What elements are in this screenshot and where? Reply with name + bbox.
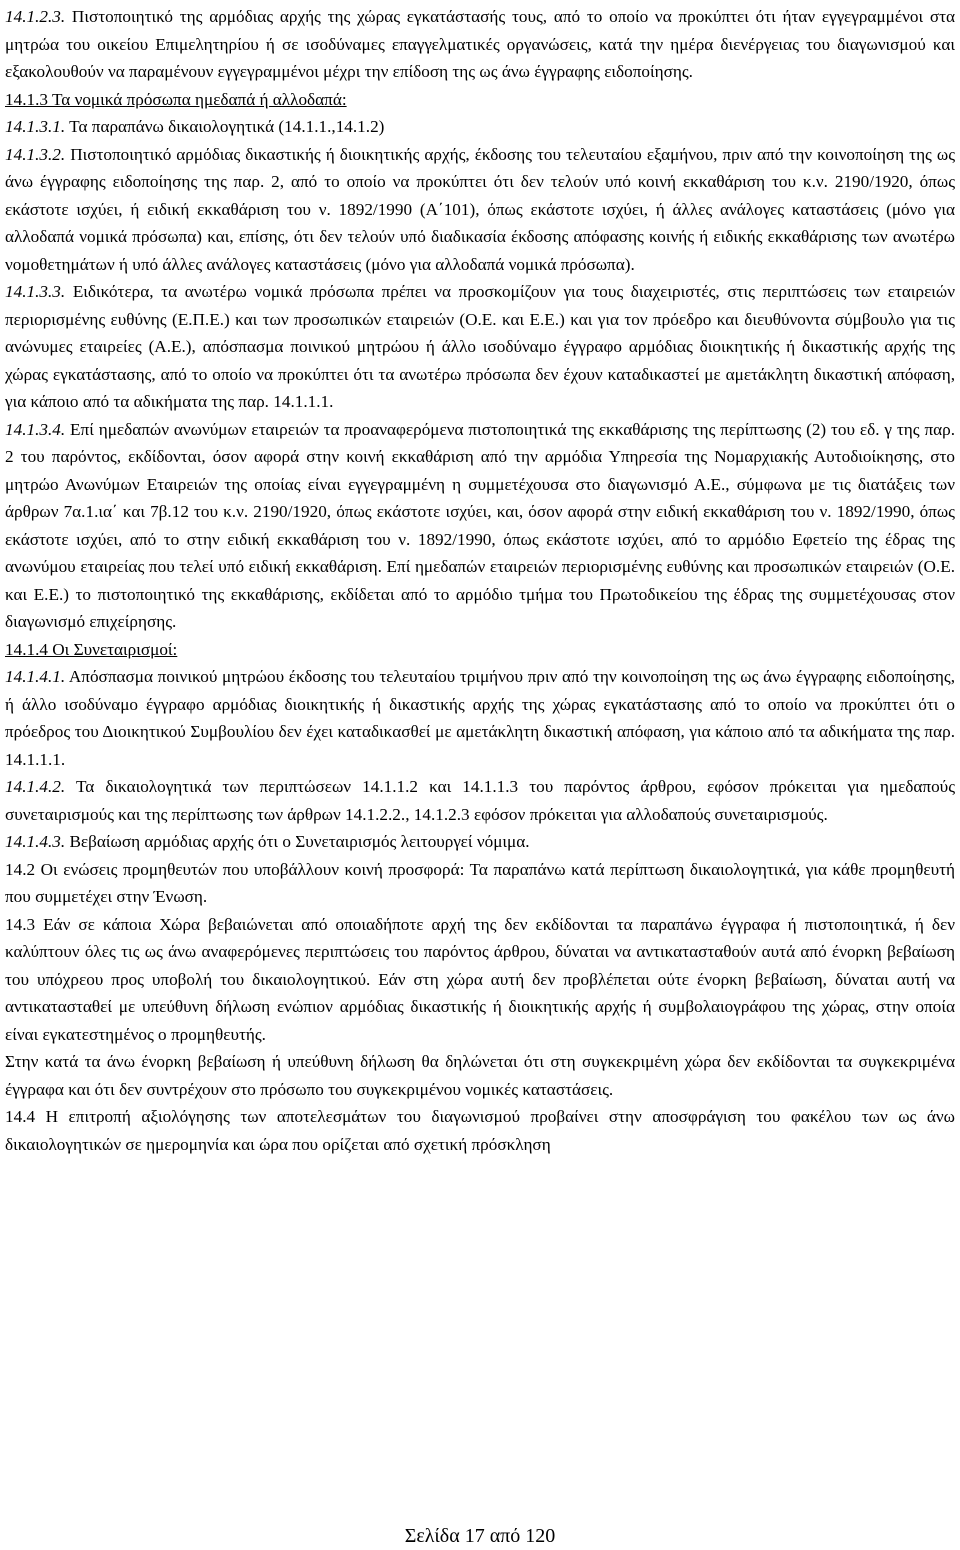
paragraph-14-1-3-2 <box>5 141 955 279</box>
clause-number: 14.1.4.2. <box>5 777 66 796</box>
paragraph-14-1-3-3 <box>5 278 955 416</box>
clause-number: 14.1.3.1. <box>5 117 66 136</box>
clause-text: Τα παραπάνω δικαιολογητικά (14.1.1.,14.1.2) <box>69 117 385 136</box>
clause-text: Βεβαίωση αρμόδιας αρχής ότι ο Συνεταιρισμός λειτουργεί νόμιμα. <box>69 832 530 851</box>
section-heading-14-1-4: 14.1.4 Οι Συνεταιρισμοί: <box>5 639 178 659</box>
paragraph-14-1-4-1 <box>5 663 955 773</box>
paragraph-14-4: 14.4 Η επιτροπή αξιολόγησης των αποτελεσμάτων του διαγωνισμού προβαίνει στην αποσφράγιση του φακέλου των ως άνω δικαιολογητικών σε ημερομηνία και ώρα που ορίζεται από σχετική πρόσκληση <box>5 1107 955 1154</box>
paragraph-14-1-3-1 <box>5 113 955 141</box>
paragraph-14-1-4-2 <box>5 773 955 828</box>
clause-text: Πιστοποιητικό αρμόδιας δικαστικής ή διοικητικής αρχής, έκδοσης του τελευταίου εξαμήνου, πριν από την κοινοποίηση της ως άνω έγγραφης ειδοποίησης της παρ. 2, από το οποίο να προκύπτει ότι δεν τελούν υπό κοινή εκκαθάριση του κ.ν. 2190/1920, όπως εκάστοτε ισχύει, ή ειδική εκκαθάριση του ν. 1892/1990 (Α΄101), όπως εκάστοτε ισχύει, ή άλλες ανάλογες καταστάσεις (μόνο για αλλοδαπά νομικά πρόσωπα) και, επίσης, ότι δεν τελούν υπό διαδικασία έκδοσης απόφασης κοινής ή ειδικής εκκαθάρισης των ανωτέρω νομοθετημάτων ή υπό άλλες ανάλογες καταστάσεις (μόνο για αλλοδαπά νομικά πρόσωπα). <box>5 144 956 274</box>
paragraph-14-3: 14.3 Εάν σε κάποια Χώρα βεβαιώνεται από οποιαδήποτε αρχή της δεν εκδίδονται τα παραπάνω έγγραφα ή πιστοποιητικά, ή δεν καλύπτουν όλες τις ως άνω αναφερόμενες περιπτώσεις του παρόντος άρθρου, δύναται να αντικατασταθούν αυτά από ένορκη βεβαίωση του υπόχρεου προς υποβολή του δικαιολογητικού. Εάν στη χώρα αυτή δεν προβλέπεται ούτε ένορκη βεβαίωση, δύναται αυτή να αντικατασταθεί με υπεύθυνη δήλωση ενώπιον αρμόδιας δικαστικής ή διοικητικής αρχής ή συμβολαιογράφου της χώρας, στην οποία είναι εγκατεστημένος ο προμηθευτής. <box>5 914 955 1044</box>
paragraph-14-1-4-3 <box>5 828 955 856</box>
paragraph-14-3-continued: Στην κατά τα άνω ένορκη βεβαίωση ή υπεύθυνη δήλωση θα δηλώνεται ότι στη συγκεκριμένη χώρα δεν εκδίδονται τα συγκεκριμένα έγγραφα και ότι δεν συντρέχουν στο πρόσωπο του συγκεκριμένου νομικές καταστάσεις. <box>5 1052 955 1099</box>
clause-number: 14.1.2.3. <box>5 7 66 26</box>
paragraph-14-1-3-4 <box>5 416 955 636</box>
page-footer: Σελίδα 17 από 120 <box>404 1525 556 1547</box>
clause-number: 14.1.3.4. <box>5 419 66 439</box>
paragraph-14-2: 14.2 Οι ενώσεις προμηθευτών που υποβάλλουν κοινή προσφορά: Τα παραπάνω κατά περίπτωση δικαιολογητικά, για κάθε προμηθευτή που συμμετέχει στην Ένωση. <box>5 859 955 906</box>
clause-number: 14.1.4.1. <box>5 667 66 686</box>
clause-text: Απόσπασμα ποινικού μητρώου έκδοσης του τελευταίου τριμήνου πριν από την κοινοποίηση της ως άνω έγγραφης ειδοποίησης, ή άλλο ισοδύναμο έγγραφο αρμόδιας διοικητικής ή δικαστικής αρχής της χώρας εγκατάστασης από το οποίο να προκύπτει ότι ο πρόεδρος του Διοικητικού Συμβουλίου δεν έχει καταδικασθεί με αμετάκλητη δικαστική απόφαση, για κάποιο από τα αδικήματα της παρ. 14.1.1.1. <box>5 667 955 769</box>
clause-text: Πιστοποιητικό της αρμόδιας αρχής της χώρας εγκατάστασής τους, από το οποίο να προκύπτει ότι ήταν εγγεγραμμένοι στα μητρώα του οικείου Επιμελητηρίου ή σε ισοδύναμες επαγγελματικές οργανώσεις, κατά την ημέρα διενέργειας του διαγωνισμού και εξακολουθούν να παραμένουν εγγεγραμμένοι μέχρι την επίδοση της ως άνω έγγραφης ειδοποίησης. <box>5 7 955 81</box>
clause-text: Ειδικότερα, τα ανωτέρω νομικά πρόσωπα πρέπει να προσκομίζουν για τους διαχειριστές, στις περιπτώσεις των εταιρειών περιορισμένης ευθύνης (Ε.Π.Ε.) και των προσωπικών εταιρειών (Ο.Ε. και Ε.Ε.) και για τον πρόεδρο και διευθύνοντα σύμβουλο για τις ανώνυμες εταιρείες (Α.Ε.), απόσπασμα ποινικού μητρώου ή άλλο ισοδύναμο έγγραφο αρμόδιας διοικητικής ή δικαστικής αρχής της χώρας εγκατάστασης, από το οποίο να προκύπτει ότι τα ανωτέρω πρόσωπα δεν έχουν καταδικαστεί με αμετάκλητη δικαστική απόφαση, για κάποιο από τα αδικήματα της παρ. 14.1.1.1. <box>5 282 956 411</box>
clause-number: 14.1.3.3. <box>5 282 66 301</box>
paragraph-14-1-2-3 <box>5 3 955 86</box>
clause-number: 14.1.3.2. <box>5 144 66 164</box>
clause-text: Τα δικαιολογητικά των περιπτώσεων 14.1.1.2 και 14.1.1.3 του παρόντος άρθρου, εφόσον πρόκειται για ημεδαπούς συνεταιρισμούς και της περίπτωσης των άρθρων 14.1.2.2., 14.1.2.3 εφόσον πρόκειται για αλλοδαπούς συνεταιρισμούς. <box>5 777 955 824</box>
document-body <box>5 3 955 1158</box>
clause-number: 14.1.4.3. <box>5 832 66 851</box>
section-heading-14-1-3: 14.1.3 Τα νομικά πρόσωπα ημεδαπά ή αλλοδαπά: <box>5 89 347 109</box>
clause-text: Επί ημεδαπών ανωνύμων εταιρειών τα προαναφερόμενα πιστοποιητικά της εκκαθάρισης της περίπτωσης (2) του εδ. γ της παρ. 2 του παρόντος, εκδίδονται, όσον αφορά στην κοινή εκκαθάριση από την αρμόδια Υπηρεσία της Νομαρχιακής Αυτοδιοίκησης, στο μητρώο Ανωνύμων Εταιρειών της οποίας είναι εγγεγραμμένη η συμμετέχουσα στο διαγωνισμό Α.Ε., σύμφωνα με τις διατάξεις των άρθρων 7α.1.ια΄ και 7β.12 του κ.ν. 2190/1920, όπως εκάστοτε ισχύει, και, όσον αφορά στην ειδική εκκαθάριση του ν. 1892/1990, όπως εκάστοτε ισχύει, από το στην ειδική εκκαθάριση του ν. 1892/1990, όπως εκάστοτε ισχύει, από το αρμόδιο Εφετείο της έδρας της ανωνύμου εταιρείας που τελεί υπό ειδική εκκαθάριση. Επί ημεδαπών εταιρειών περιορισμένης ευθύνης και προσωπικών εταιρειών (Ο.Ε. και Ε.Ε.) το πιστοποιητικό της εκκαθάρισης, εκδίδεται από το αρμόδιο τμήμα του Πρωτοδικείου της έδρας της συμμετέχουσας στον διαγωνισμό επιχείρησης. <box>5 419 956 631</box>
